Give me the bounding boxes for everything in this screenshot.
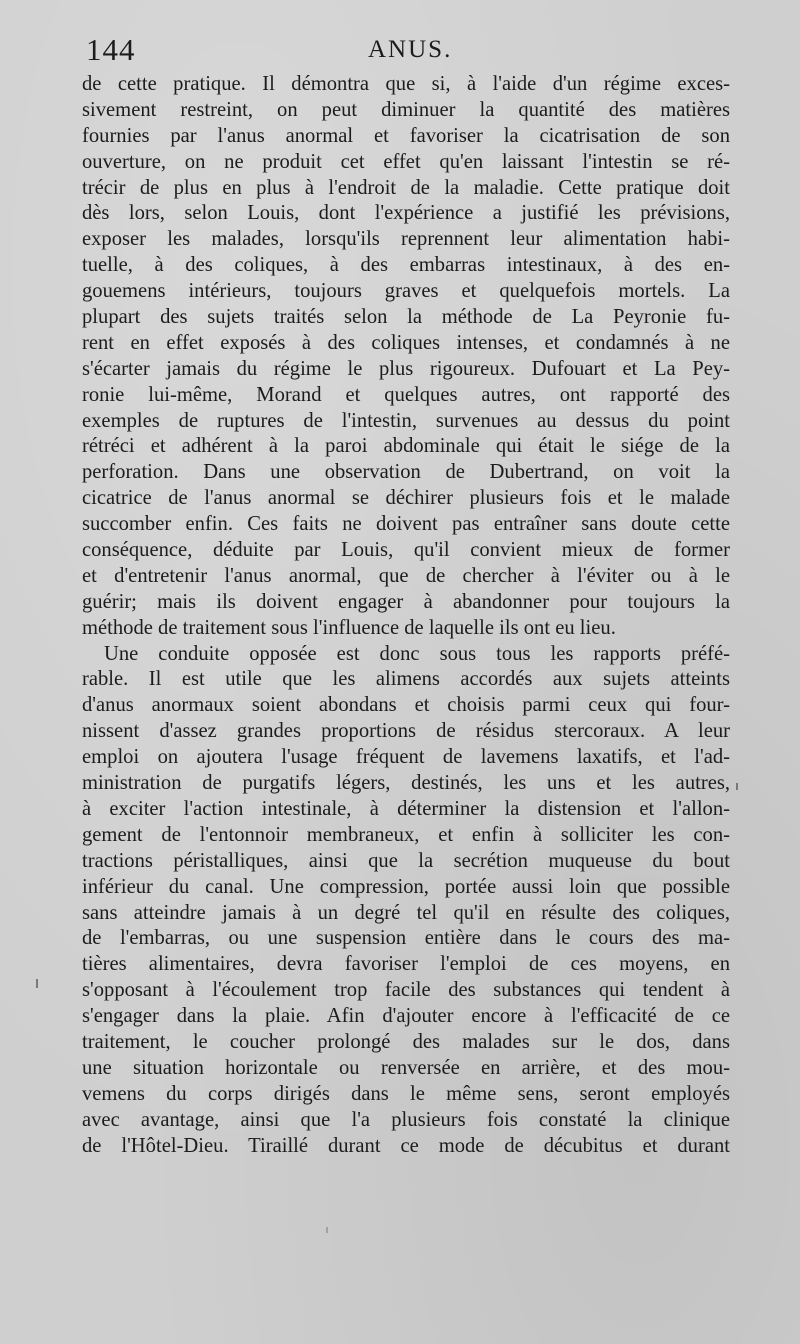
text-line: vemens du corps dirigés dans le même sens, seront employés — [82, 1082, 730, 1105]
text-line: ouverture, on ne produit cet effet qu'en laissant l'intestin se ré- — [82, 150, 730, 173]
text-line: plupart des sujets traités selon la méthode de La Peyronie fu- — [82, 306, 730, 329]
text-line: gement de l'entonnoir membraneux, et enfin à solliciter les con- — [82, 823, 730, 846]
print-speck — [736, 783, 741, 790]
text-line: nissent d'assez grandes proportions de résidus stercoraux. A leur — [82, 720, 730, 743]
text-line: ministration de purgatifs légers, destinés, les uns et les autres, — [82, 772, 730, 795]
running-title: ANUS. — [368, 36, 453, 63]
print-speck — [36, 979, 41, 988]
body-text — [82, 72, 730, 1159]
print-speck — [326, 1227, 331, 1233]
text-line: traitement, le coucher prolongé des malades sur le dos, dans — [82, 1030, 730, 1053]
text-line: de cette pratique. Il démontra que si, à l'aide d'un régime exces- — [82, 73, 730, 95]
text-line: d'anus anormaux soient abondans et choisis parmi ceux qui four- — [82, 694, 730, 717]
text-line: guérir; mais ils doivent engager à abandonner pour toujours la — [82, 590, 730, 613]
paragraph-end-line: méthode de traitement sous l'influence de laquelle ils ont eu lieu. — [82, 616, 616, 639]
text-line: sans atteindre jamais à un degré tel qu'il en résulte des coliques, — [82, 901, 730, 924]
text-line: trécir de plus en plus à l'endroit de la maladie. Cette pratique doit — [82, 176, 730, 199]
running-head — [86, 30, 732, 70]
text-line: rable. Il est utile que les alimens accordés aux sujets atteints — [82, 668, 730, 691]
page-number: 144 — [86, 32, 136, 67]
text-line: fournies par l'anus anormal et favoriser la cicatrisation de son — [82, 124, 730, 147]
paragraph-start-line: Une conduite opposée est donc sous tous les rapports préfé- — [104, 642, 730, 665]
text-line: avec avantage, ainsi que l'a plusieurs fois constaté la clinique — [82, 1108, 730, 1131]
text-line: de l'embarras, ou une suspension entière dans le cours des ma- — [82, 927, 730, 950]
text-line: ronie lui-même, Morand et quelques autres, ont rapporté des — [82, 383, 730, 406]
text-line: tières alimentaires, devra favoriser l'emploi de ces moyens, en — [82, 953, 730, 976]
text-line: s'engager dans la plaie. Afin d'ajouter encore à l'efficacité de ce — [82, 1005, 730, 1028]
text-line: perforation. Dans une observation de Dubertrand, on voit la — [82, 461, 730, 484]
text-line: gouemens intérieurs, toujours graves et quelquefois mortels. La — [82, 280, 730, 303]
text-line: dès lors, selon Louis, dont l'expérience a justifié les prévisions, — [82, 202, 730, 225]
text-line: à exciter l'action intestinale, à déterminer la distension et l'allon- — [82, 797, 730, 820]
text-line: s'opposant à l'écoulement trop facile des substances qui tendent à — [82, 979, 730, 1002]
text-line: inférieur du canal. Une compression, portée aussi loin que possible — [82, 875, 730, 898]
text-line: sivement restreint, on peut diminuer la quantité des matières — [82, 98, 730, 121]
text-line: de l'Hôtel-Dieu. Tiraillé durant ce mode de décubitus et durant — [82, 1134, 730, 1157]
text-line: tractions péristalliques, ainsi que la secrétion muqueuse du bout — [82, 849, 730, 872]
text-line: tuelle, à des coliques, à des embarras intestinaux, à des en- — [82, 254, 730, 277]
text-line: rent en effet exposés à des coliques intenses, et condamnés à ne — [82, 331, 730, 354]
text-line: exposer les malades, lorsqu'ils reprennent leur alimentation habi- — [82, 228, 730, 251]
text-line: s'écarter jamais du régime le plus rigoureux. Dufouart et La Pey- — [82, 357, 730, 380]
text-line: rétréci et adhérent à la paroi abdominale qui était le siége de la — [82, 435, 730, 458]
text-line: exemples de ruptures de l'intestin, survenues au dessus du point — [82, 409, 730, 432]
text-line: succomber enfin. Ces faits ne doivent pas entraîner sans doute cette — [82, 513, 730, 536]
text-line: conséquence, déduite par Louis, qu'il convient mieux de former — [82, 539, 730, 562]
text-line: emploi on ajoutera l'usage fréquent de lavemens laxatifs, et l'ad- — [82, 746, 730, 769]
text-line: et d'entretenir l'anus anormal, que de chercher à l'éviter ou à le — [82, 564, 730, 587]
text-line: cicatrice de l'anus anormal se déchirer plusieurs fois et le malade — [82, 487, 730, 510]
text-line: une situation horizontale ou renversée en arrière, et des mou- — [82, 1056, 730, 1079]
